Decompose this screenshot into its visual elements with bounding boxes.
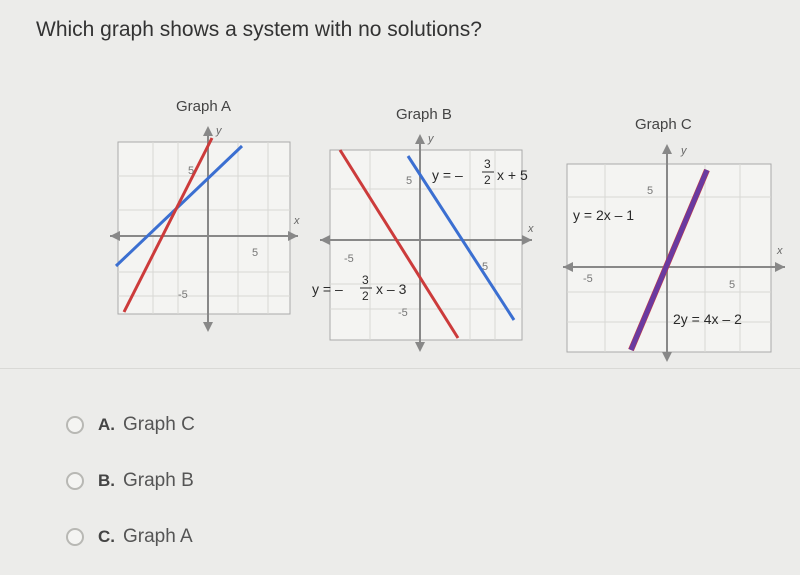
option-b-label: Graph B xyxy=(123,470,194,491)
svg-text:y = –: y = – xyxy=(312,281,343,297)
graph-c-y-label: y xyxy=(681,145,687,157)
option-c-letter: C. xyxy=(98,527,115,546)
graph-b-tick-x5: 5 xyxy=(482,261,489,273)
graph-a-x-label: x xyxy=(294,215,300,227)
option-b[interactable] xyxy=(66,468,194,494)
graph-b xyxy=(310,104,540,354)
graph-b-plot xyxy=(310,104,540,354)
radio-button-c[interactable] xyxy=(66,528,84,546)
graph-b-title: Graph B xyxy=(396,106,452,123)
graph-b-y-label: y xyxy=(428,133,434,145)
svg-text:3: 3 xyxy=(484,157,491,171)
graph-a xyxy=(108,96,308,336)
graph-c-tick-x5: 5 xyxy=(729,279,736,291)
question-text: Which graph shows a system with no solutions? xyxy=(36,18,482,41)
graph-b-tick-yneg5: -5 xyxy=(398,307,408,319)
graph-b-tick-xneg5: -5 xyxy=(344,253,354,265)
graph-c-x-label: x xyxy=(777,245,783,257)
divider xyxy=(0,368,800,369)
option-c[interactable] xyxy=(66,524,193,550)
graph-c-red-equation: y = 2x – 1 xyxy=(573,207,635,223)
graph-c-title: Graph C xyxy=(635,116,692,133)
graph-c-plot xyxy=(555,112,795,362)
graph-a-title: Graph A xyxy=(176,98,232,115)
graph-a-tick-yneg5: -5 xyxy=(178,289,188,301)
option-a-letter: A. xyxy=(98,415,115,434)
graph-b-tick-y5: 5 xyxy=(406,175,413,187)
option-a-label: Graph C xyxy=(123,414,195,435)
graph-c-tick-y5: 5 xyxy=(647,185,654,197)
option-c-label: Graph A xyxy=(123,526,193,547)
svg-text:2: 2 xyxy=(484,173,491,187)
svg-text:3: 3 xyxy=(362,273,369,287)
svg-text:x + 5: x + 5 xyxy=(497,167,528,183)
option-b-letter: B. xyxy=(98,471,115,490)
radio-button-a[interactable] xyxy=(66,416,84,434)
graph-a-tick-x5: 5 xyxy=(252,247,259,259)
graph-a-plot xyxy=(108,96,308,336)
graph-a-tick-y5: 5 xyxy=(188,165,195,177)
graph-c-tick-xneg5: -5 xyxy=(583,273,593,285)
option-a[interactable] xyxy=(66,412,195,438)
graph-b-x-label: x xyxy=(528,223,534,235)
graph-a-y-label: y xyxy=(216,125,222,137)
svg-text:y = –: y = – xyxy=(432,167,463,183)
graph-c xyxy=(555,112,795,362)
radio-button-b[interactable] xyxy=(66,472,84,490)
graph-c-blue-equation: 2y = 4x – 2 xyxy=(673,311,742,327)
svg-text:2: 2 xyxy=(362,289,369,303)
svg-text:x – 3: x – 3 xyxy=(376,281,407,297)
